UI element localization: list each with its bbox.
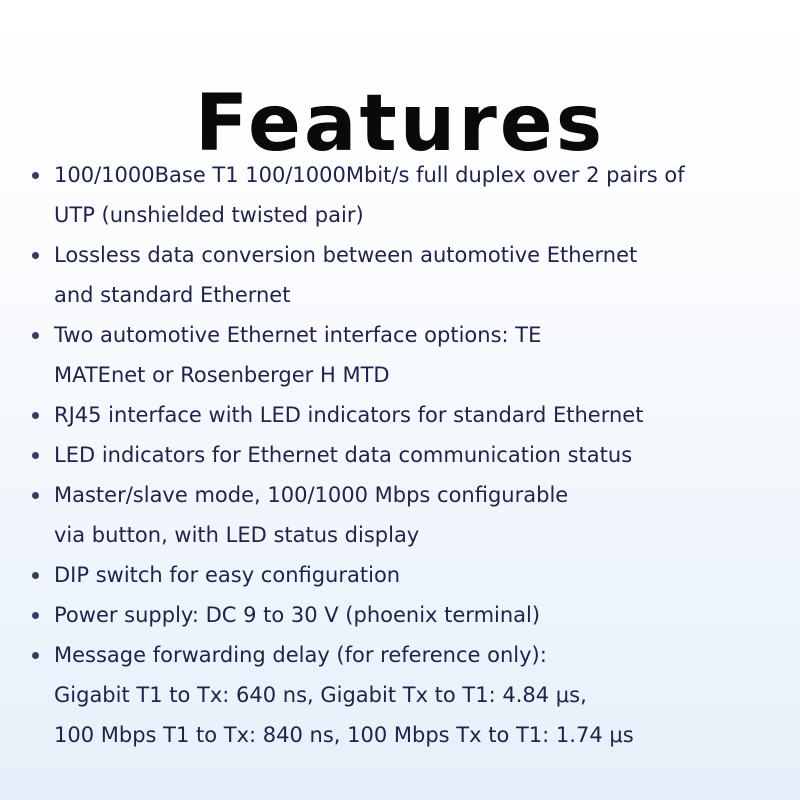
bullet-icon (32, 332, 39, 339)
feature-item (30, 555, 780, 595)
bullet-icon (32, 412, 39, 419)
feature-text-line: 100 Mbps T1 to Tx: 840 ns, 100 Mbps Tx to T1: 1.74 μs (54, 723, 634, 747)
bullet-icon (32, 452, 39, 459)
feature-text-line: 100/1000Base T1 100/1000Mbit/s full duplex over 2 pairs of (54, 163, 685, 187)
feature-item (30, 395, 780, 435)
feature-text-line: Lossless data conversion between automotive Ethernet (54, 243, 638, 267)
bullet-icon (32, 492, 39, 499)
feature-text-line: MATEnet or Rosenberger H MTD (54, 363, 390, 387)
feature-text-line: and standard Ethernet (54, 283, 291, 307)
feature-item (30, 315, 780, 395)
bullet-icon (32, 612, 39, 619)
feature-item (30, 155, 780, 235)
page-title: Features (194, 79, 606, 170)
feature-list (30, 155, 780, 755)
feature-text-line: RJ45 interface with LED indicators for standard Ethernet (54, 403, 644, 427)
feature-item (30, 595, 780, 635)
bullet-icon (32, 652, 39, 659)
feature-text-line: LED indicators for Ethernet data communication status (54, 443, 633, 467)
feature-text-line: via button, with LED status display (54, 523, 420, 547)
feature-item (30, 635, 780, 755)
feature-item (30, 475, 780, 555)
feature-text-line: Power supply: DC 9 to 30 V (phoenix terminal) (54, 603, 541, 627)
feature-item (30, 235, 780, 315)
feature-text-line: UTP (unshielded twisted pair) (54, 203, 364, 227)
feature-text-line: Gigabit T1 to Tx: 640 ns, Gigabit Tx to T1: 4.84 μs, (54, 683, 587, 707)
feature-text-line: Master/slave mode, 100/1000 Mbps configurable (54, 483, 569, 507)
feature-text-line: DIP switch for easy configuration (54, 563, 401, 587)
feature-text-line: Message forwarding delay (for reference only): (54, 643, 547, 667)
bullet-icon (32, 252, 39, 259)
bullet-icon (32, 172, 39, 179)
feature-text-line: Two automotive Ethernet interface options: TE (54, 323, 542, 347)
bullet-icon (32, 572, 39, 579)
feature-item (30, 435, 780, 475)
